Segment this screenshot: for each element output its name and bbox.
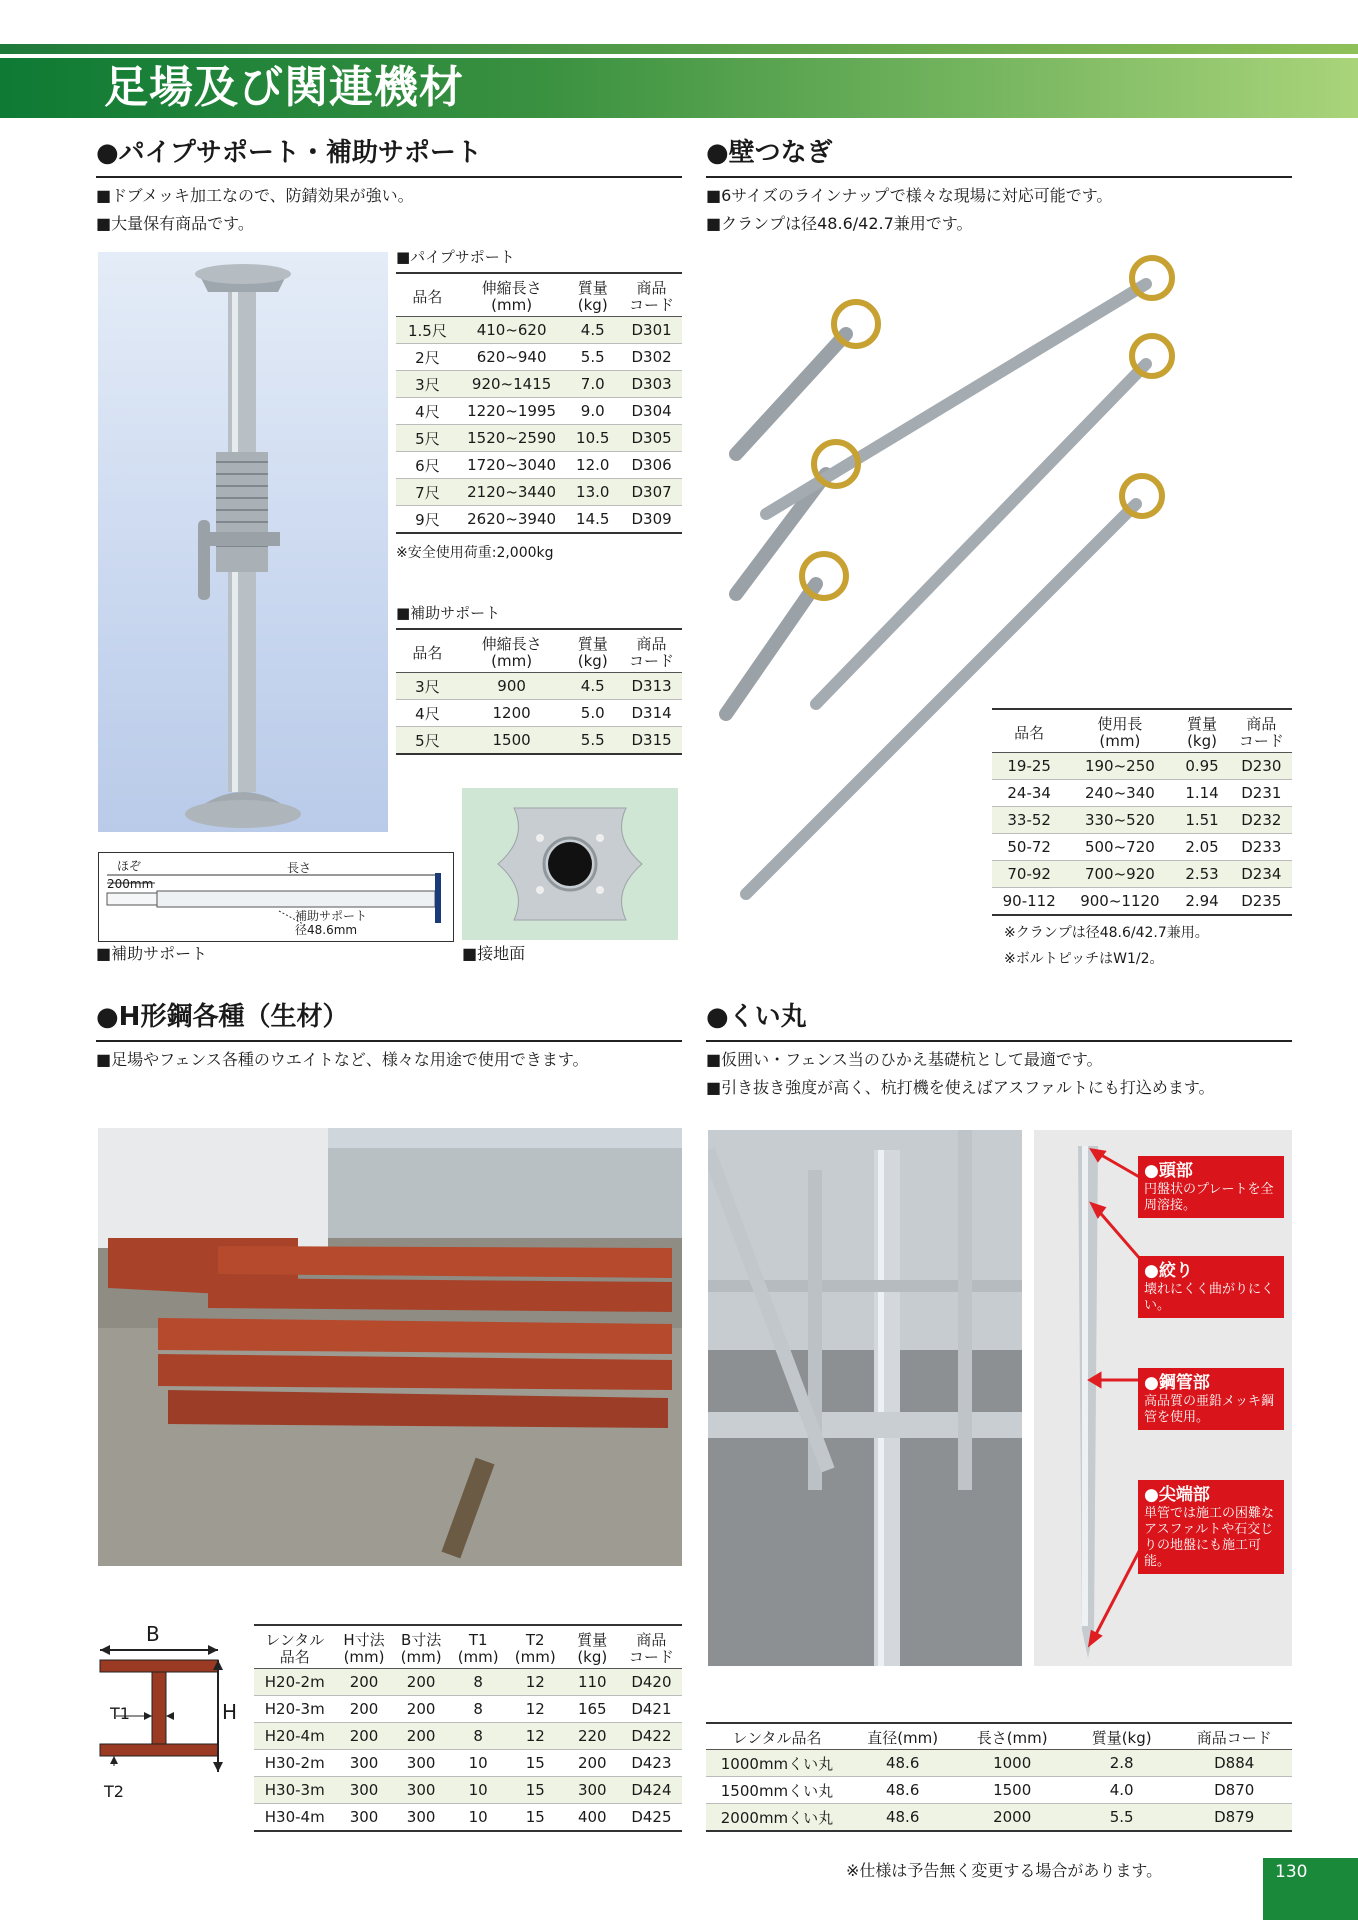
table-cell: 1220~1995 <box>459 398 564 425</box>
footer-note: ※仕様は予告無く変更する場合があります。 <box>846 1861 1163 1880</box>
table-cell: 12 <box>507 1723 564 1750</box>
table-cell: 920~1415 <box>459 371 564 398</box>
table-cell: 7.0 <box>564 371 621 398</box>
col-header-t1: T1 (mm) <box>450 1624 507 1669</box>
callout-tip-title: ●尖端部 <box>1144 1485 1210 1505</box>
table-cell: 10 <box>450 1777 507 1804</box>
callout-neck-title: ●絞り <box>1144 1261 1193 1281</box>
table-cell: D230 <box>1231 753 1292 780</box>
table-cell: 7尺 <box>396 479 459 506</box>
table-cell: 12.0 <box>564 452 621 479</box>
table-cell: D423 <box>621 1750 682 1777</box>
table-cell: 3尺 <box>396 673 459 700</box>
table-row <box>254 1777 682 1804</box>
col-header-name: 品名 <box>992 708 1066 753</box>
table-cell: D231 <box>1231 780 1292 807</box>
sub-support-diagram <box>98 852 454 942</box>
table-cell: D235 <box>1231 888 1292 916</box>
table-cell: D425 <box>621 1804 682 1832</box>
table-cell: 2000mmくい丸 <box>706 1804 848 1832</box>
table-cell: 5.0 <box>564 700 621 727</box>
table-cell: D422 <box>621 1723 682 1750</box>
diagram-hozo-label: ほぞ <box>117 859 142 873</box>
col-header-length: 伸縮長さ (mm) <box>459 628 564 673</box>
table-cell: 12 <box>507 1696 564 1723</box>
table-cell: 5.5 <box>564 727 621 755</box>
table-row <box>992 780 1292 807</box>
sub-support-drawing-icon <box>99 853 453 941</box>
table-cell: 8 <box>450 1696 507 1723</box>
table-cell: D234 <box>1231 861 1292 888</box>
table-cell: 2尺 <box>396 344 459 371</box>
table-cell: 330~520 <box>1066 807 1173 834</box>
table-cell: H20-4m <box>254 1723 336 1750</box>
table-cell: 12 <box>507 1669 564 1696</box>
table-cell: 70-92 <box>992 861 1066 888</box>
table-cell: 48.6 <box>848 1777 957 1804</box>
wall-tie-note-1: ※クランプは径48.6/42.7兼用。 <box>1004 925 1209 941</box>
table-cell: D304 <box>621 398 682 425</box>
table-cell: 410~620 <box>459 317 564 344</box>
table-cell: 220 <box>564 1723 621 1750</box>
table-row <box>396 727 682 755</box>
col-header-length: 伸縮長さ (mm) <box>459 272 564 317</box>
table-cell: D424 <box>621 1777 682 1804</box>
table-row <box>992 861 1292 888</box>
table-cell: 1000mmくい丸 <box>706 1750 848 1777</box>
wall-tie-title: ●壁つなぎ <box>706 138 833 168</box>
h-beam-bullet-1: ■足場やフェンス各種のウエイトなど、様々な用途で使用できます。 <box>96 1050 589 1069</box>
table-cell: D306 <box>621 452 682 479</box>
table-cell: 10.5 <box>564 425 621 452</box>
col-header-mass: 質量 (kg) <box>564 628 621 673</box>
table-row <box>396 479 682 506</box>
table-cell: 2.53 <box>1173 861 1230 888</box>
table-cell: 5.5 <box>1067 1804 1176 1832</box>
callout-pipe-body: 高品質の亜鉛メッキ鋼管を使用。 <box>1144 1394 1275 1425</box>
pipe-support-photo <box>98 252 388 832</box>
col-header-code: 商品 コード <box>621 272 682 317</box>
h-beam-title: ●H形鋼各種（生材） <box>96 1002 349 1032</box>
col-header-length: 使用長 (mm) <box>1066 708 1173 753</box>
table-cell: H20-2m <box>254 1669 336 1696</box>
kuimaru-rule <box>706 1040 1292 1042</box>
table-cell: 1000 <box>957 1750 1066 1777</box>
table-cell: 200 <box>393 1669 450 1696</box>
table-row <box>396 700 682 727</box>
page-number-box <box>1263 1858 1358 1920</box>
table-cell: 2620~3940 <box>459 506 564 534</box>
col-header-h: H寸法 (mm) <box>336 1624 393 1669</box>
kuimaru-bullet-2: ■引き抜き強度が高く、杭打機を使えばアスファルトにも打込めます。 <box>706 1078 1215 1097</box>
table-cell: 1500 <box>957 1777 1066 1804</box>
callout-head-body: 円盤状のプレートを全周溶接。 <box>1144 1182 1274 1213</box>
col-header-mass: 質量 (kg) <box>564 1624 621 1669</box>
h-beam-table <box>254 1624 682 1832</box>
diagram-sub-label: 補助サポート <box>295 909 368 923</box>
pipe-support-bullet-1: ■ドブメッキ加工なので、防錆効果が強い。 <box>96 186 414 205</box>
h-beam-image-icon <box>98 1128 682 1566</box>
table-cell: 110 <box>564 1669 621 1696</box>
table-cell: 2.05 <box>1173 834 1230 861</box>
page-number: 130 <box>1275 1862 1308 1882</box>
diagram-diameter-label: 径48.6mm <box>295 923 358 937</box>
table-cell: 14.5 <box>564 506 621 534</box>
col-header-name: 品名 <box>396 628 459 673</box>
col-header-mass: 質量(kg) <box>1067 1722 1176 1750</box>
table-cell: 1.14 <box>1173 780 1230 807</box>
page-title: 足場及び関連機材 <box>104 62 464 113</box>
table-cell: 1.5尺 <box>396 317 459 344</box>
table-cell: 0.95 <box>1173 753 1230 780</box>
table-row <box>396 398 682 425</box>
table-cell: 15 <box>507 1750 564 1777</box>
pipe-support-bullet-2: ■大量保有商品です。 <box>96 214 254 233</box>
table-cell: 300 <box>336 1750 393 1777</box>
table-cell: 2.8 <box>1067 1750 1176 1777</box>
table-row <box>396 506 682 534</box>
col-header-code: 商品 コード <box>1231 708 1292 753</box>
table-row <box>254 1723 682 1750</box>
table-cell: 165 <box>564 1696 621 1723</box>
table-cell: 1500 <box>459 727 564 755</box>
table-row <box>706 1804 1292 1832</box>
table-cell: 200 <box>564 1750 621 1777</box>
pipe-support-rule <box>96 176 682 178</box>
table-cell: 19-25 <box>992 753 1066 780</box>
table-cell: H30-4m <box>254 1804 336 1832</box>
kuimaru-bullet-1: ■仮囲い・フェンス当のひかえ基礎杭として最適です。 <box>706 1050 1103 1069</box>
table-cell: D870 <box>1176 1777 1292 1804</box>
col-header-code: 商品コード <box>1176 1722 1292 1750</box>
table-row <box>706 1777 1292 1804</box>
kuimaru-callout-tip <box>1138 1480 1284 1574</box>
sub-support-caption: ■補助サポート <box>96 944 208 963</box>
table-cell: 1.51 <box>1173 807 1230 834</box>
table-cell: 1500mmくい丸 <box>706 1777 848 1804</box>
table-row <box>396 452 682 479</box>
col-header-diameter: 直径(mm) <box>848 1722 957 1750</box>
table-cell: D301 <box>621 317 682 344</box>
table-row <box>706 1750 1292 1777</box>
table-cell: 4.0 <box>1067 1777 1176 1804</box>
pipe-support-table-caption: ■パイプサポート <box>396 248 515 266</box>
table-cell: H30-2m <box>254 1750 336 1777</box>
table-cell: 4.5 <box>564 317 621 344</box>
table-cell: 300 <box>393 1750 450 1777</box>
wall-tie-table <box>992 708 1292 916</box>
table-row <box>396 425 682 452</box>
table-cell: 200 <box>336 1669 393 1696</box>
table-cell: 5.5 <box>564 344 621 371</box>
wall-tie-note-2: ※ボルトピッチはW1/2。 <box>1004 951 1164 967</box>
table-row <box>396 317 682 344</box>
kuimaru-pile-photo <box>1034 1130 1292 1666</box>
table-cell: 2000 <box>957 1804 1066 1832</box>
table-row <box>396 371 682 398</box>
h-beam-rule <box>96 1040 682 1042</box>
base-plate-image-icon <box>462 788 678 940</box>
col-header-name: 品名 <box>396 272 459 317</box>
table-row <box>396 673 682 700</box>
col-header-t2: T2 (mm) <box>507 1624 564 1669</box>
table-cell: 50-72 <box>992 834 1066 861</box>
table-cell: D305 <box>621 425 682 452</box>
table-cell: D314 <box>621 700 682 727</box>
pipe-support-image-icon <box>98 252 388 832</box>
table-cell: 700~920 <box>1066 861 1173 888</box>
table-cell: D420 <box>621 1669 682 1696</box>
kuimaru-table <box>706 1722 1292 1832</box>
table-row <box>992 753 1292 780</box>
table-cell: 190~250 <box>1066 753 1173 780</box>
col-header-name: レンタル 品名 <box>254 1624 336 1669</box>
table-cell: 2120~3440 <box>459 479 564 506</box>
table-cell: 400 <box>564 1804 621 1832</box>
header-top-line <box>0 44 1358 54</box>
table-cell: 300 <box>393 1777 450 1804</box>
kuimaru-scene-photo <box>708 1130 1022 1666</box>
table-cell: 10 <box>450 1750 507 1777</box>
kuimaru-title: ●くい丸 <box>706 1002 807 1032</box>
diagram-200mm-label: 200mm <box>107 877 154 891</box>
table-cell: 200 <box>336 1723 393 1750</box>
h-beam-label-h: H <box>222 1700 238 1724</box>
table-cell: 9.0 <box>564 398 621 425</box>
table-cell: D233 <box>1231 834 1292 861</box>
h-beam-label-t1: T1 <box>110 1704 130 1723</box>
table-cell: 48.6 <box>848 1804 957 1832</box>
table-cell: 4尺 <box>396 700 459 727</box>
kuimaru-callout-head <box>1138 1156 1284 1218</box>
table-cell: 3尺 <box>396 371 459 398</box>
table-cell: 620~940 <box>459 344 564 371</box>
table-cell: 13.0 <box>564 479 621 506</box>
table-row <box>254 1696 682 1723</box>
table-cell: 200 <box>393 1696 450 1723</box>
h-beam-label-b: B <box>146 1622 160 1646</box>
table-cell: 24-34 <box>992 780 1066 807</box>
h-beam-photo <box>98 1128 682 1566</box>
col-header-name: レンタル品名 <box>706 1722 848 1750</box>
table-cell: 8 <box>450 1723 507 1750</box>
table-cell: 15 <box>507 1804 564 1832</box>
ground-surface-caption: ■接地面 <box>462 944 526 963</box>
col-header-code: 商品 コード <box>621 628 682 673</box>
table-cell: 8 <box>450 1669 507 1696</box>
table-cell: 1720~3040 <box>459 452 564 479</box>
table-cell: 900 <box>459 673 564 700</box>
callout-pipe-title: ●鋼管部 <box>1144 1373 1210 1393</box>
table-cell: D315 <box>621 727 682 755</box>
table-cell: 6尺 <box>396 452 459 479</box>
table-row <box>992 888 1292 916</box>
table-cell: 300 <box>393 1804 450 1832</box>
table-cell: 300 <box>336 1777 393 1804</box>
col-header-length: 長さ(mm) <box>957 1722 1066 1750</box>
table-cell: 240~340 <box>1066 780 1173 807</box>
pipe-support-table <box>396 272 682 534</box>
kuimaru-callout-pipe <box>1138 1368 1284 1430</box>
wall-tie-rule <box>706 176 1292 178</box>
wall-tie-bullet-1: ■6サイズのラインナップで様々な現場に対応可能です。 <box>706 186 1113 205</box>
table-cell: 33-52 <box>992 807 1066 834</box>
ground-surface-photo <box>462 788 678 940</box>
table-cell: 5尺 <box>396 727 459 755</box>
callout-tip-body: 単管では施工の困難なアスファルトや石交じりの地盤にも施工可能。 <box>1144 1506 1275 1569</box>
table-cell: 9尺 <box>396 506 459 534</box>
pipe-support-title: ●パイプサポート・補助サポート <box>96 138 482 168</box>
table-cell: D313 <box>621 673 682 700</box>
table-row <box>992 807 1292 834</box>
table-cell: 200 <box>336 1696 393 1723</box>
table-cell: D302 <box>621 344 682 371</box>
table-cell: 4尺 <box>396 398 459 425</box>
col-header-code: 商品 コード <box>621 1624 682 1669</box>
table-row <box>396 344 682 371</box>
table-cell: D421 <box>621 1696 682 1723</box>
table-cell: 10 <box>450 1804 507 1832</box>
diagram-length-label: 長さ <box>287 861 312 875</box>
table-cell: 1200 <box>459 700 564 727</box>
table-row <box>254 1669 682 1696</box>
table-cell: 5尺 <box>396 425 459 452</box>
table-cell: 2.94 <box>1173 888 1230 916</box>
table-cell: 300 <box>336 1804 393 1832</box>
table-cell: 48.6 <box>848 1750 957 1777</box>
callout-neck-body: 壊れにくく曲がりにくい。 <box>1144 1282 1275 1313</box>
table-cell: 4.5 <box>564 673 621 700</box>
table-cell: D307 <box>621 479 682 506</box>
table-cell: D309 <box>621 506 682 534</box>
col-header-b: B寸法 (mm) <box>393 1624 450 1669</box>
table-row <box>254 1750 682 1777</box>
table-cell: 200 <box>393 1723 450 1750</box>
sub-support-table <box>396 628 682 755</box>
wall-tie-bullet-2: ■クランプは径48.6/42.7兼用です。 <box>706 214 973 233</box>
table-cell: 900~1120 <box>1066 888 1173 916</box>
table-cell: 500~720 <box>1066 834 1173 861</box>
callout-head-title: ●頭部 <box>1144 1161 1193 1181</box>
table-cell: 1520~2590 <box>459 425 564 452</box>
h-beam-label-t2: T2 <box>104 1782 124 1801</box>
kuimaru-scene-image-icon <box>708 1130 1022 1666</box>
col-header-mass: 質量 (kg) <box>564 272 621 317</box>
kuimaru-callout-neck <box>1138 1256 1284 1318</box>
sub-support-table-caption: ■補助サポート <box>396 604 501 622</box>
table-cell: D303 <box>621 371 682 398</box>
table-row <box>254 1804 682 1832</box>
table-cell: H30-3m <box>254 1777 336 1804</box>
table-row <box>992 834 1292 861</box>
col-header-mass: 質量 (kg) <box>1173 708 1230 753</box>
table-cell: D879 <box>1176 1804 1292 1832</box>
table-cell: 90-112 <box>992 888 1066 916</box>
table-cell: H20-3m <box>254 1696 336 1723</box>
table-cell: D232 <box>1231 807 1292 834</box>
pipe-support-safety-note: ※安全使用荷重:2,000kg <box>396 545 554 561</box>
table-cell: D884 <box>1176 1750 1292 1777</box>
table-cell: 300 <box>564 1777 621 1804</box>
table-cell: 15 <box>507 1777 564 1804</box>
